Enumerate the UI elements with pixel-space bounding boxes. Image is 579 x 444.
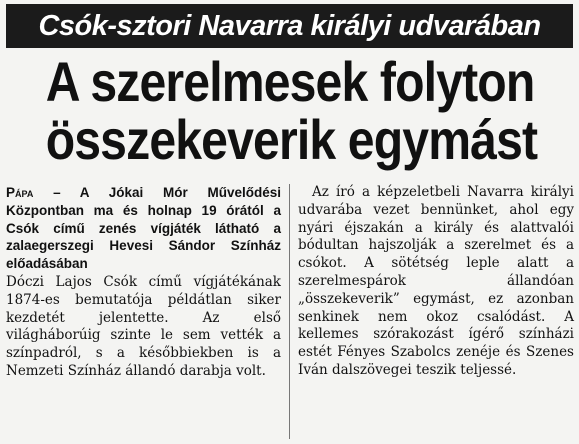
column-divider	[289, 184, 290, 439]
lead-paragraph	[6, 184, 281, 273]
headline-line-1: A szerelmesek folyton	[45, 50, 535, 113]
article-column-right	[298, 184, 574, 380]
lead-text: – A Jókai Mór Művelődési Központban ma és holnap 19 órától a Csók című zenés vígjáték látható a zalaegerszegi Hevesi Sándor Színház előadásában	[6, 185, 281, 272]
dateline-place: Pápa	[6, 185, 34, 200]
body-paragraph-right: Az író a képzeletbeli Navarra királyi udvarába vezet bennünket, ahol egy nyári éjszakán a király és alattvalói bódultan hajszolják a szerelmet és a csókot. A sötétség leple alatt a szerelmespárok állandóan „összekeverik” egymást, ez azonban senkinek nem okoz csalódást. A kellemes szórakozást ígérő színházi estét Fényes Szabolcs zenéje és Szenes Iván dalszövegei teszik teljessé.	[298, 184, 574, 378]
body-paragraph-left: Dóczi Lajos Csók című vígjátékának 1874-es bemutatója példátlan siker kezdetét jelentette. Az első világháborúig szinte le sem vették a színpadról, s a későbbiekben is a Nemzeti Színház állandó darabja volt.	[6, 273, 281, 379]
kicker-banner	[6, 4, 573, 48]
article-column-left	[6, 184, 281, 381]
headline-line-2: összekeverik egymást	[45, 108, 538, 171]
kicker-text: Csók-sztori Navarra királyi udvarában	[38, 9, 541, 42]
